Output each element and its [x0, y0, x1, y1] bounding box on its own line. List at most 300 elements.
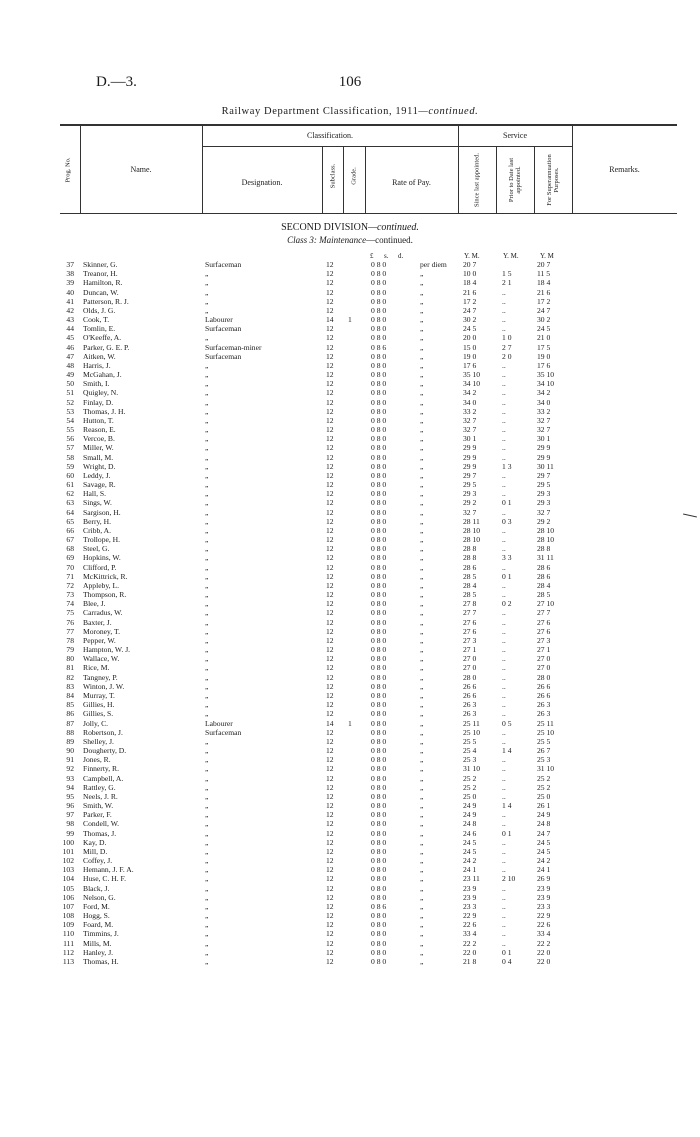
subclass-cell: 12 — [326, 727, 334, 737]
prog-no-cell: 75 — [66, 608, 74, 618]
since-last-cell: 29 2 — [463, 498, 477, 508]
subclass-cell: 12 — [326, 920, 334, 930]
prior-service-cell: 0 2 — [502, 599, 512, 609]
rate-period-cell: „ — [420, 645, 424, 655]
name-cell: Timmins, J. — [83, 929, 119, 939]
designation-cell: „ — [205, 461, 209, 471]
superannuation-cell: 31 10 — [537, 764, 555, 774]
prog-no-cell: 112 — [62, 947, 74, 957]
grade-cell: 1 — [348, 315, 352, 325]
name-cell: Wright, D. — [83, 461, 116, 471]
superannuation-cell: 26 3 — [537, 709, 551, 719]
prog-no-cell: 38 — [66, 269, 74, 279]
prior-service-cell: .. — [502, 470, 506, 480]
rate-cell: 0 8 0 — [371, 956, 387, 966]
prog-no-cell: 53 — [66, 406, 74, 416]
rate-period-cell: „ — [420, 315, 424, 325]
superannuation-cell: 34 0 — [537, 397, 551, 407]
table-row — [0, 480, 700, 489]
name-cell: Mill, D. — [83, 846, 108, 856]
prog-no-cell: 113 — [62, 956, 74, 966]
superannuation-cell: 28 5 — [537, 590, 551, 600]
table-row — [0, 544, 700, 553]
superannuation-cell: 25 2 — [537, 782, 551, 792]
table-row — [0, 517, 700, 526]
name-cell: Hanley, J. — [83, 947, 114, 957]
designation-cell: „ — [205, 736, 209, 746]
prior-service-cell: .. — [502, 360, 506, 370]
name-cell: Parker, G. E. P. — [83, 342, 130, 352]
rate-period-cell: „ — [420, 874, 424, 884]
since-last-cell: 27 1 — [463, 645, 477, 655]
name-cell: Berry, H. — [83, 516, 111, 526]
subclass-cell: 12 — [326, 856, 334, 866]
since-last-cell: 29 9 — [463, 461, 477, 471]
since-last-cell: 34 0 — [463, 397, 477, 407]
subclass-cell: 12 — [326, 553, 334, 563]
name-cell: Thomas, H. — [83, 956, 119, 966]
subclass-cell: 12 — [326, 507, 334, 517]
prog-no-cell: 77 — [66, 626, 74, 636]
subclass-cell: 12 — [326, 287, 334, 297]
designation-cell: „ — [205, 764, 209, 774]
name-cell: Smith, I. — [83, 379, 110, 389]
document-title-text: Railway Department Classification, 1911 — [221, 106, 419, 117]
prior-service-cell: .. — [502, 764, 506, 774]
name-cell: Condell, W. — [83, 819, 120, 829]
rate-period-cell: „ — [420, 498, 424, 508]
subclass-cell: 12 — [326, 470, 334, 480]
since-last-cell: 21 6 — [463, 287, 477, 297]
since-last-cell: 28 4 — [463, 580, 477, 590]
rate-period-cell: „ — [420, 947, 424, 957]
prior-service-cell: .. — [502, 544, 506, 554]
superannuation-cell: 23 3 — [537, 901, 551, 911]
subclass-cell: 12 — [326, 260, 334, 269]
designation-cell: „ — [205, 663, 209, 673]
subclass-cell: 12 — [326, 956, 334, 966]
superannuation-cell: 23 9 — [537, 883, 551, 893]
since-last-cell: 24 1 — [463, 865, 477, 875]
since-last-cell: 17 6 — [463, 360, 477, 370]
rate-cell: 0 8 0 — [371, 333, 387, 343]
table-row — [0, 269, 700, 278]
table-row — [0, 498, 700, 507]
designation-cell: „ — [205, 608, 209, 618]
rate-cell: 0 8 0 — [371, 553, 387, 563]
table-row — [0, 746, 700, 755]
rate-period-cell: „ — [420, 571, 424, 581]
subclass-cell: 12 — [326, 837, 334, 847]
superannuation-cell: 25 11 — [537, 718, 554, 728]
subclass-cell: 12 — [326, 452, 334, 462]
since-last-cell: 21 8 — [463, 956, 477, 966]
name-cell: Thompson, R. — [83, 590, 127, 600]
subclass-cell: 12 — [326, 370, 334, 380]
col-rate-of-pay: Rate of Pay. — [392, 178, 431, 187]
prior-service-cell: .. — [502, 837, 506, 847]
prior-service-cell: .. — [502, 388, 506, 398]
designation-cell: Surfaceman-miner — [205, 342, 262, 352]
rate-cell: 0 8 0 — [371, 764, 387, 774]
designation-cell: „ — [205, 507, 209, 517]
superannuation-cell: 26 6 — [537, 690, 551, 700]
header-divider — [496, 146, 497, 214]
superannuation-cell: 26 7 — [537, 746, 551, 755]
table-row — [0, 297, 700, 306]
rate-period-cell: „ — [420, 360, 424, 370]
table-row — [0, 462, 700, 471]
prog-no-cell: 103 — [62, 865, 74, 875]
prog-no-cell: 41 — [66, 296, 74, 306]
prior-service-cell: .. — [502, 406, 506, 416]
name-cell: Hogg, S. — [83, 911, 110, 921]
unit-super: Y. M — [540, 252, 554, 260]
rate-period-cell: „ — [420, 883, 424, 893]
table-row — [0, 572, 700, 581]
subclass-cell: 12 — [326, 617, 334, 627]
rate-cell: 0 8 0 — [371, 406, 387, 416]
rate-cell: 0 8 0 — [371, 351, 387, 361]
prior-service-cell: 0 1 — [502, 498, 512, 508]
prior-service-cell: .. — [502, 901, 506, 911]
prog-no-cell: 85 — [66, 700, 74, 710]
prior-service-cell: .. — [502, 379, 506, 389]
service-subrule — [458, 146, 572, 147]
rate-cell: 0 8 0 — [371, 920, 387, 930]
subclass-cell: 12 — [326, 791, 334, 801]
subclass-cell: 12 — [326, 489, 334, 499]
table-row — [0, 948, 700, 957]
subclass-cell: 12 — [326, 590, 334, 600]
subclass-cell: 12 — [326, 690, 334, 700]
rate-period-cell: „ — [420, 938, 424, 948]
since-last-cell: 10 0 — [463, 269, 477, 279]
rate-period-cell: „ — [420, 791, 424, 801]
prior-service-cell: .. — [502, 654, 506, 664]
designation-cell: „ — [205, 911, 209, 921]
prog-no-cell: 74 — [66, 599, 74, 609]
prog-no-cell: 109 — [62, 920, 74, 930]
rate-cell: 0 8 0 — [371, 718, 387, 728]
superannuation-cell: 29 2 — [537, 516, 551, 526]
rate-cell: 0 8 0 — [371, 709, 387, 719]
name-cell: Huse, C. H. F. — [83, 874, 127, 884]
table-row — [0, 434, 700, 443]
table-row — [0, 288, 700, 297]
table-row — [0, 682, 700, 691]
designation-cell: „ — [205, 819, 209, 829]
name-cell: Olds, J. G. — [83, 305, 116, 315]
prior-service-cell: .. — [502, 681, 506, 691]
subclass-cell: 12 — [326, 874, 334, 884]
prog-no-cell: 101 — [62, 846, 74, 856]
grade-cell: 1 — [348, 718, 352, 728]
unit-pounds: £ — [370, 252, 374, 260]
table-row — [0, 407, 700, 416]
table-row — [0, 774, 700, 783]
superannuation-cell: 22 0 — [537, 947, 551, 957]
subclass-cell: 12 — [326, 736, 334, 746]
prog-no-cell: 44 — [66, 324, 74, 334]
rate-period-cell: „ — [420, 828, 424, 838]
designation-cell: „ — [205, 654, 209, 664]
prog-no-cell: 80 — [66, 654, 74, 664]
table-row — [0, 856, 700, 865]
prior-service-cell: 1 0 — [502, 333, 512, 343]
since-last-cell: 25 5 — [463, 736, 477, 746]
since-last-cell: 34 10 — [463, 379, 481, 389]
rate-period-cell: „ — [420, 287, 424, 297]
rate-period-cell: „ — [420, 434, 424, 444]
table-row — [0, 691, 700, 700]
name-cell: Tangney, P. — [83, 672, 118, 682]
designation-cell: „ — [205, 746, 209, 755]
subclass-cell: 12 — [326, 801, 334, 811]
prior-service-cell: .. — [502, 846, 506, 856]
rate-cell: 0 8 0 — [371, 791, 387, 801]
prog-no-cell: 45 — [66, 333, 74, 343]
table-row — [0, 911, 700, 920]
rate-cell: 0 8 0 — [371, 388, 387, 398]
prior-service-cell: 2 0 — [502, 351, 512, 361]
name-cell: Cribb, A. — [83, 525, 112, 535]
class-title — [0, 235, 700, 245]
prog-no-cell: 96 — [66, 801, 74, 811]
rate-period-cell: „ — [420, 590, 424, 600]
name-cell: Kay, D. — [83, 837, 107, 847]
section-title — [0, 222, 700, 233]
since-last-cell: 28 11 — [463, 516, 480, 526]
superannuation-cell: 26 1 — [537, 801, 551, 811]
superannuation-cell: 21 0 — [537, 333, 551, 343]
designation-cell: „ — [205, 856, 209, 866]
rate-cell: 0 8 0 — [371, 663, 387, 673]
name-cell: Steel, G. — [83, 544, 110, 554]
prior-service-cell: .. — [502, 911, 506, 921]
superannuation-cell: 29 9 — [537, 452, 551, 462]
prior-service-cell: .. — [502, 608, 506, 618]
subclass-cell: 12 — [326, 663, 334, 673]
superannuation-cell: 30 1 — [537, 434, 551, 444]
rate-period-cell: „ — [420, 929, 424, 939]
rate-cell: 0 8 0 — [371, 305, 387, 315]
rate-cell: 0 8 0 — [371, 507, 387, 517]
col-name: Name. — [130, 165, 152, 174]
name-cell: Coffey, J. — [83, 856, 113, 866]
subclass-cell: 12 — [326, 755, 334, 765]
name-cell: Hopkins, W. — [83, 553, 121, 563]
name-cell: Duncan, W. — [83, 287, 119, 297]
since-last-cell: 28 8 — [463, 544, 477, 554]
rate-period-cell: „ — [420, 580, 424, 590]
prior-service-cell: .. — [502, 819, 506, 829]
rate-cell: 0 8 0 — [371, 370, 387, 380]
since-last-cell: 28 10 — [463, 525, 481, 535]
col-classification: Classification. — [307, 131, 353, 140]
rate-cell: 0 8 0 — [371, 828, 387, 838]
since-last-cell: 28 5 — [463, 571, 477, 581]
superannuation-cell: 25 10 — [537, 727, 555, 737]
rate-cell: 0 8 0 — [371, 865, 387, 875]
header-top-rule — [60, 124, 677, 126]
since-last-cell: 17 2 — [463, 296, 477, 306]
superannuation-cell: 20 7 — [537, 260, 551, 269]
rate-cell: 0 8 0 — [371, 846, 387, 856]
rate-cell: 0 8 0 — [371, 516, 387, 526]
prog-no-cell: 73 — [66, 590, 74, 600]
subclass-cell: 12 — [326, 626, 334, 636]
since-last-cell: 22 2 — [463, 938, 477, 948]
name-cell: Cook, T. — [83, 315, 110, 325]
prog-no-cell: 39 — [66, 278, 74, 288]
superannuation-cell: 35 10 — [537, 370, 555, 380]
since-last-cell: 25 10 — [463, 727, 481, 737]
table-row — [0, 599, 700, 608]
table-row — [0, 810, 700, 819]
rate-cell: 0 8 0 — [371, 443, 387, 453]
designation-cell: „ — [205, 480, 209, 490]
rate-cell: 0 8 6 — [371, 901, 387, 911]
name-cell: Thomas, J. — [83, 828, 117, 838]
table-row — [0, 379, 700, 388]
rate-period-cell: „ — [420, 562, 424, 572]
prog-no-cell: 51 — [66, 388, 74, 398]
superannuation-cell: 33 2 — [537, 406, 551, 416]
since-last-cell: 26 6 — [463, 690, 477, 700]
prior-service-cell: 0 1 — [502, 947, 512, 957]
table-row — [0, 324, 700, 333]
rate-period-cell: „ — [420, 305, 424, 315]
since-last-cell: 24 5 — [463, 837, 477, 847]
rate-period-cell: „ — [420, 425, 424, 435]
subclass-cell: 12 — [326, 892, 334, 902]
prior-service-cell: .. — [502, 305, 506, 315]
rate-period-cell: „ — [420, 956, 424, 966]
since-last-cell: 28 5 — [463, 590, 477, 600]
subclass-cell: 12 — [326, 819, 334, 829]
subclass-cell: 12 — [326, 342, 334, 352]
rate-period-cell: „ — [420, 342, 424, 352]
designation-cell: „ — [205, 388, 209, 398]
prog-no-cell: 84 — [66, 690, 74, 700]
rate-period-cell: „ — [420, 755, 424, 765]
designation-cell: „ — [205, 810, 209, 820]
superannuation-cell: 22 2 — [537, 938, 551, 948]
superannuation-cell: 11 5 — [537, 269, 551, 279]
rate-cell: 0 8 0 — [371, 580, 387, 590]
rate-period-cell: „ — [420, 461, 424, 471]
table-row — [0, 443, 700, 452]
name-cell: Wallace, W. — [83, 654, 120, 664]
rate-cell: 0 8 0 — [371, 801, 387, 811]
rate-period-cell: „ — [420, 535, 424, 545]
subclass-cell: 12 — [326, 434, 334, 444]
prog-no-cell: 72 — [66, 580, 74, 590]
superannuation-cell: 24 7 — [537, 305, 551, 315]
header-bottom-rule — [60, 213, 677, 214]
table-row — [0, 719, 700, 728]
prog-no-cell: 78 — [66, 635, 74, 645]
rate-cell: 0 8 0 — [371, 287, 387, 297]
designation-cell: „ — [205, 305, 209, 315]
subclass-cell: 12 — [326, 700, 334, 710]
since-last-cell: 27 3 — [463, 635, 477, 645]
prog-no-cell: 100 — [62, 837, 74, 847]
rate-cell: 0 8 0 — [371, 470, 387, 480]
prior-service-cell: .. — [502, 920, 506, 930]
since-last-cell: 24 9 — [463, 801, 477, 811]
rate-period-cell: „ — [420, 901, 424, 911]
table-row — [0, 553, 700, 562]
designation-cell: „ — [205, 580, 209, 590]
rate-period-cell: „ — [420, 516, 424, 526]
designation-cell: „ — [205, 425, 209, 435]
rate-period-cell: „ — [420, 819, 424, 829]
prior-service-cell: .. — [502, 525, 506, 535]
subclass-cell: 12 — [326, 397, 334, 407]
designation-cell: „ — [205, 901, 209, 911]
rate-cell: 0 8 0 — [371, 397, 387, 407]
subclass-cell: 12 — [326, 480, 334, 490]
rate-period-cell: „ — [420, 269, 424, 279]
since-last-cell: 32 7 — [463, 415, 477, 425]
prior-service-cell: .. — [502, 663, 506, 673]
table-row — [0, 370, 700, 379]
table-row — [0, 755, 700, 764]
subclass-cell: 12 — [326, 525, 334, 535]
superannuation-cell: 24 1 — [537, 865, 551, 875]
since-last-cell: 30 1 — [463, 434, 477, 444]
superannuation-cell: 27 0 — [537, 654, 551, 664]
superannuation-cell: 22 0 — [537, 956, 551, 966]
rate-cell: 0 8 0 — [371, 535, 387, 545]
prog-no-cell: 108 — [62, 911, 74, 921]
prior-service-cell: .. — [502, 700, 506, 710]
table-row — [0, 278, 700, 287]
designation-cell: „ — [205, 525, 209, 535]
header-divider — [322, 146, 323, 214]
col-prog-no: Prog. No. — [64, 157, 72, 183]
rate-period-cell: „ — [420, 379, 424, 389]
rate-period-cell: „ — [420, 489, 424, 499]
section-title-continued: —continued. — [368, 222, 419, 233]
name-cell: Leddy, J. — [83, 470, 111, 480]
superannuation-cell: 29 3 — [537, 498, 551, 508]
subclass-cell: 12 — [326, 911, 334, 921]
rate-cell: 0 8 0 — [371, 755, 387, 765]
since-last-cell: 15 0 — [463, 342, 477, 352]
col-service: Service — [503, 131, 527, 140]
prog-no-cell: 50 — [66, 379, 74, 389]
prog-no-cell: 63 — [66, 498, 74, 508]
rate-cell: 0 8 0 — [371, 498, 387, 508]
rate-cell: 0 8 0 — [371, 480, 387, 490]
rate-period-cell: „ — [420, 920, 424, 930]
subclass-cell: 12 — [326, 746, 334, 755]
rate-period-cell: „ — [420, 553, 424, 563]
prior-service-cell: .. — [502, 892, 506, 902]
table-row — [0, 737, 700, 746]
table-row — [0, 764, 700, 773]
prior-service-cell: 2 7 — [502, 342, 512, 352]
prior-service-cell: .. — [502, 782, 506, 792]
table-row — [0, 893, 700, 902]
rate-period-cell: „ — [420, 911, 424, 921]
superannuation-cell: 30 2 — [537, 315, 551, 325]
prior-service-cell: .. — [502, 617, 506, 627]
superannuation-cell: 27 10 — [537, 599, 555, 609]
